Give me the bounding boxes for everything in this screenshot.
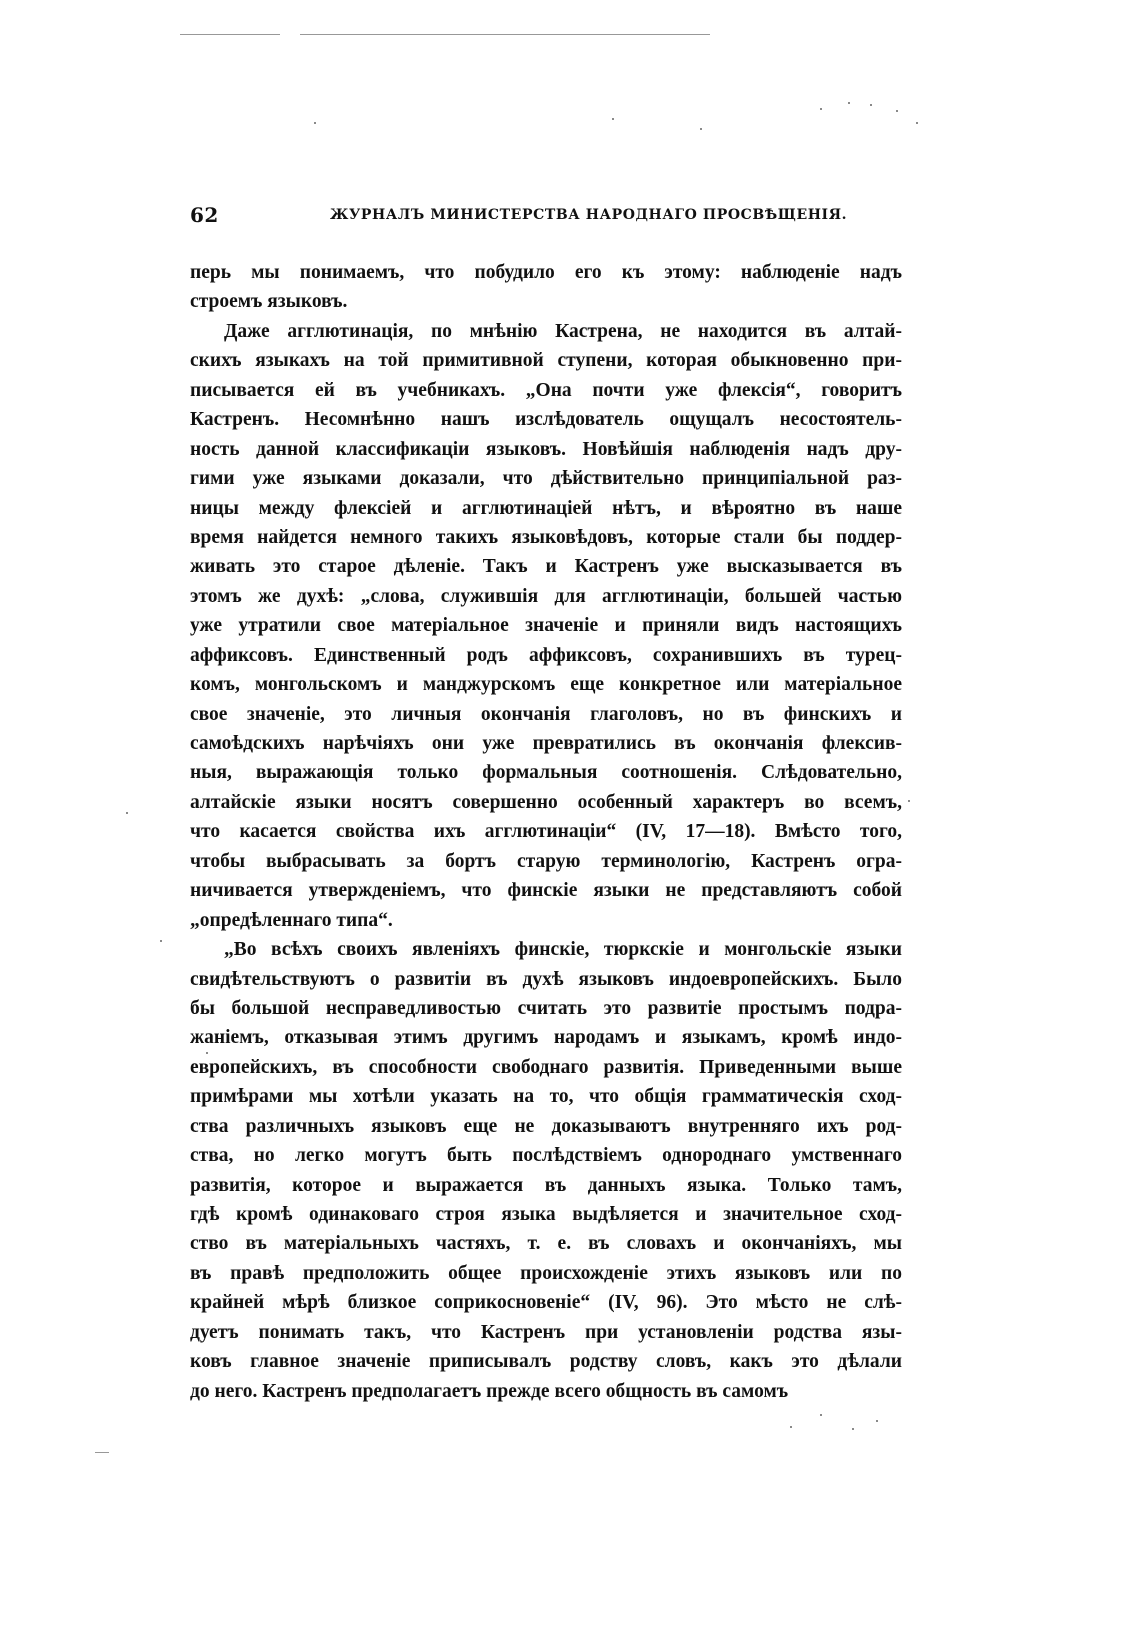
text-line: примѣрами мы хотѣли указать на то, что общія грамматическія сход- (190, 1086, 902, 1108)
text-line: въ правѣ предположить общее происхожденіе этихъ языковъ или по (190, 1262, 902, 1284)
text-line: ницы между флексіей и агглютинаціей нѣтъ, и вѣроятно въ наше (190, 497, 902, 519)
scan-speck (896, 110, 898, 112)
text-line: гдѣ кромѣ одинаковаго строя языка выдѣляется и значительное сход- (190, 1204, 902, 1225)
text-line: до него. Кастренъ предполагаетъ прежде всего общность въ самомъ (190, 1380, 789, 1402)
text-line: ныя, выражающія только формальныя соотношенія. Слѣдовательно, (190, 762, 902, 784)
text-line: строемъ языковъ. (190, 291, 348, 313)
text-line: „опредѣленнаго типа“. (190, 909, 393, 931)
text-line: развитія, которое и выражается въ данныхъ языка. Только тамъ, (190, 1174, 902, 1196)
text-line: что касается свойства ихъ агглютинаціи“ (IV, 17—18). Вмѣсто того, (190, 821, 902, 843)
body-text (190, 258, 902, 1406)
scan-speck (790, 1426, 792, 1428)
text-line: ство въ матеріальныхъ частяхъ, т. е. въ словахъ и окончаніяхъ, мы (190, 1233, 902, 1255)
running-head: ЖУРНАЛЪ МИНИСТЕРСТВА НАРОДНАГО ПРОСВѢЩЕНІЯ. (330, 207, 848, 223)
scan-artifact-rule (300, 34, 710, 35)
text-line: европейскихъ, въ способности свободнаго развитія. Приведенными выше (190, 1056, 902, 1078)
text-line: писывается ей въ учебникахъ. „Она почти уже флексія“, говоритъ (190, 379, 902, 401)
text-line: крайней мѣрѣ близкое соприкосновеніе“ (IV, 96). Это мѣсто не слѣ- (190, 1292, 902, 1314)
text-line: „Во всѣхъ своихъ явленіяхъ финскіе, тюркскіе и монгольскіе языки (224, 939, 902, 961)
text-line: жаніемъ, отказывая этимъ другимъ народамъ и языкамъ, кромѣ индо- (190, 1027, 902, 1049)
text-line: чтобы выбрасывать за бортъ старую терминологію, Кастренъ огра- (190, 850, 902, 872)
scan-speck (916, 122, 918, 124)
scan-speck (908, 800, 910, 802)
scan-speck (126, 812, 128, 814)
text-line: Даже агглютинація, по мнѣнію Кастрена, не находится въ алтай- (224, 320, 902, 342)
text-line: уже утратили свое матеріальное значеніе и приняли видъ настоящихъ (190, 615, 902, 637)
text-line: время найдется немного такихъ языковѣдовъ, которые стали бы поддер- (190, 526, 902, 548)
scan-speck (820, 108, 822, 110)
text-line: ства, но легко могутъ быть послѣдствіемъ однороднаго умственнаго (190, 1145, 902, 1167)
scan-artifact-rule (95, 1452, 109, 1453)
text-line: свидѣтельствуютъ о развитіи въ духѣ языковъ индоевропейскихъ. Было (190, 968, 902, 990)
text-line: живать это старое дѣленіе. Такъ и Кастренъ уже высказывается въ (190, 556, 902, 578)
text-line: комъ, монгольскомъ и манджурскомъ еще конкретное или матеріальное (190, 674, 902, 696)
scan-speck (700, 128, 702, 130)
text-line: ства различныхъ языковъ еще не доказываютъ внутренняго ихъ род- (190, 1115, 902, 1137)
scan-speck (870, 104, 872, 106)
text-line: свое значеніе, это личныя окончанія глаголовъ, но въ финскихъ и (190, 703, 902, 725)
text-line: Кастренъ. Несомнѣнно нашъ изслѣдователь ощущалъ несостоятель- (190, 409, 902, 431)
page-number: 62 (190, 203, 219, 227)
text-line: ность данной классификаціи языковъ. Новѣйшія наблюденія надъ дру- (190, 438, 902, 460)
scan-speck (848, 102, 850, 104)
text-line: самоѣдскихъ нарѣчіяхъ они уже превратились въ окончанія флексив- (190, 733, 902, 754)
scan-speck (612, 118, 614, 120)
scan-speck (314, 122, 316, 124)
text-line: скихъ языкахъ на той примитивной ступени, которая обыкновенно при- (190, 350, 902, 372)
scan-artifact-rule (180, 34, 280, 35)
text-line: ковъ главное значеніе приписывалъ родству словъ, какъ это дѣлали (190, 1351, 902, 1373)
text-line: аффиксовъ. Единственный родъ аффиксовъ, сохранившихъ въ турец- (190, 644, 902, 666)
text-line: алтайскіе языки носятъ совершенно особенный характеръ во всемъ, (190, 791, 902, 813)
text-line: этомъ же духѣ: „слова, служившія для агглютинаціи, большей частью (190, 585, 902, 607)
scan-speck (852, 1428, 854, 1430)
scan-speck (876, 1420, 878, 1422)
text-line: гими уже языками доказали, что дѣйствительно принципіальной раз- (190, 468, 902, 490)
scan-speck (820, 1414, 822, 1416)
text-line: перь мы понимаемъ, что побудило его къ этому: наблюденіе надъ (190, 262, 902, 283)
text-line: дуетъ понимать такъ, что Кастренъ при установленіи родства язы- (190, 1321, 902, 1343)
text-line: бы большой несправедливостью считать это развитіе простымъ подра- (190, 997, 902, 1019)
scan-speck (160, 940, 162, 942)
text-line: ничивается утвержденіемъ, что финскіе языки не представляютъ собой (190, 880, 902, 902)
